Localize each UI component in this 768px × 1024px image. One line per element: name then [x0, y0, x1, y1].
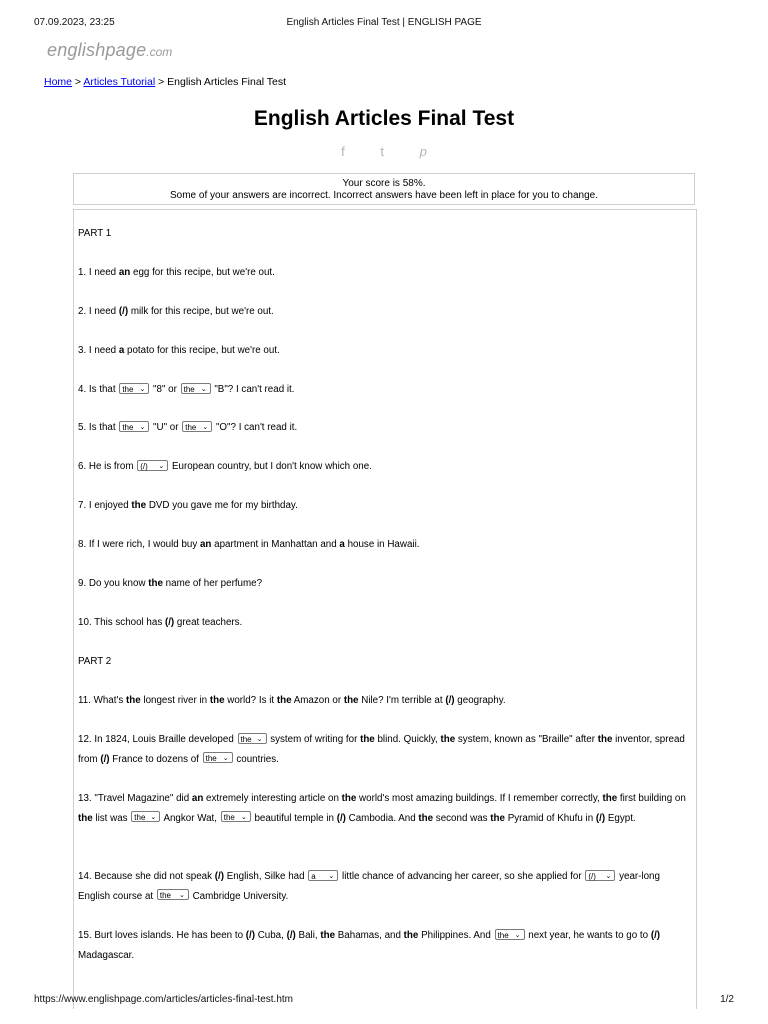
question-text: name of her perfume? — [162, 578, 263, 589]
answer-correct: the — [418, 812, 434, 824]
question-4 — [78, 380, 692, 400]
question-text: English, Silke had — [223, 871, 308, 882]
question-text: world's most amazing buildings. If I remember correctly, — [356, 793, 603, 804]
question-11 — [78, 691, 692, 711]
answer-correct: (/) — [336, 812, 346, 824]
social-share-bar — [0, 144, 768, 159]
question-text: Egypt. — [605, 812, 636, 824]
answer-correct: (/) — [164, 617, 175, 628]
answer-correct: the — [125, 695, 141, 706]
answer-correct: the — [360, 734, 375, 745]
answer-correct: the — [597, 734, 613, 745]
question-text: second was — [433, 812, 491, 824]
answer-select[interactable]: (/) ⌄ — [585, 870, 615, 881]
question-text: Angkor Wat, — [161, 812, 220, 824]
answer-select[interactable]: (/) ⌄ — [137, 460, 168, 471]
question-text: 15. Burt loves islands. He has been to — [78, 930, 246, 941]
question-text: 11. What's — [78, 695, 126, 706]
question-text: 6. He is from — [78, 461, 137, 472]
question-text: next year, he wants to go to — [525, 930, 651, 941]
question-text: extremely interesting article on — [203, 793, 342, 804]
answer-correct: an — [118, 267, 131, 278]
question-text: geography. — [454, 695, 506, 706]
answer-select[interactable]: the ⌄ — [238, 733, 267, 744]
question-text: 4. Is that — [78, 384, 119, 395]
answer-correct: the — [343, 695, 359, 706]
chevron-down-icon: ⌄ — [200, 385, 207, 393]
twitter-icon[interactable]: t — [380, 144, 384, 159]
question-text: "8" or — [150, 384, 180, 395]
site-logo[interactable] — [47, 40, 172, 61]
answer-correct: the — [602, 793, 618, 804]
question-text: Madagascar. — [78, 949, 135, 961]
question-text: Cuba, — [254, 930, 287, 941]
question-text: 2. I need — [78, 306, 119, 317]
answer-correct: (/) — [650, 930, 661, 941]
part-heading: PART 1 — [78, 228, 112, 239]
question-text: countries. — [233, 753, 279, 765]
question-text: 5. Is that — [78, 422, 119, 433]
question-text: world? Is it — [224, 695, 277, 706]
chevron-down-icon: ⌄ — [328, 872, 335, 880]
question-text: longest river in — [140, 695, 210, 706]
question-text: apartment in Manhattan and — [211, 539, 340, 550]
chevron-down-icon: ⌄ — [179, 892, 185, 900]
question-text: inventor, spread from — [78, 734, 685, 765]
question-text: 9. Do you know — [78, 578, 149, 589]
chevron-down-icon: ⌄ — [139, 423, 146, 431]
logo-tld: .com — [146, 45, 173, 59]
question-text: Bahamas, and — [335, 930, 404, 941]
question-text: 13. "Travel Magazine" did — [78, 793, 192, 804]
facebook-icon[interactable]: f — [341, 144, 345, 159]
question-text: list was — [92, 812, 131, 824]
question-text: 10. This school has — [78, 617, 165, 628]
breadcrumb-current: English Articles Final Test — [167, 76, 287, 88]
chevron-down-icon: ⌄ — [240, 814, 247, 822]
question-5 — [78, 418, 692, 438]
answer-correct: (/) — [100, 753, 110, 765]
chevron-down-icon: ⌄ — [150, 814, 157, 822]
question-text: first building on — [617, 793, 686, 804]
question-3 — [78, 341, 692, 361]
answer-correct: the — [341, 793, 357, 804]
question-7 — [78, 496, 692, 516]
score-box — [73, 173, 695, 205]
question-text: Pyramid of Khufu in — [504, 812, 596, 824]
answer-correct: (/) — [214, 871, 224, 882]
score-feedback: Some of your answers are incorrect. Incorrect answers have been left in place for you to change. — [170, 190, 598, 201]
answer-correct: a — [339, 539, 345, 550]
question-text: Cambridge University. — [189, 890, 289, 902]
question-2 — [78, 302, 692, 322]
question-text: European country, but I don't know which one. — [169, 461, 372, 472]
question-9 — [78, 574, 692, 594]
answer-correct: the — [440, 734, 456, 745]
answer-correct: the — [490, 812, 505, 824]
question-text: Nile? I'm terrible at — [358, 695, 446, 706]
question-text: 1. I need — [78, 267, 119, 278]
answer-select[interactable]: the ⌄ — [203, 752, 233, 763]
answer-correct: an — [199, 539, 212, 550]
page-title: English Articles Final Test — [253, 107, 515, 130]
question-text: Amazon or — [291, 695, 344, 706]
breadcrumb — [44, 76, 286, 88]
logo-main: englishpage — [47, 40, 147, 60]
question-text: great teachers. — [174, 617, 243, 628]
answer-select[interactable]: the ⌄ — [181, 383, 211, 394]
question-text: France to dozens of — [109, 753, 202, 765]
question-text: 12. In 1824, Louis Braille developed — [78, 734, 237, 745]
answer-correct: the — [148, 578, 163, 589]
question-text: Philippines. And — [418, 930, 494, 941]
question-text: 3. I need — [78, 345, 119, 356]
part-heading: PART 2 — [78, 656, 112, 667]
chevron-down-icon: ⌄ — [605, 872, 612, 880]
answer-correct: the — [131, 500, 147, 511]
score-text: Your score is 58%. — [342, 178, 426, 189]
answer-correct: the — [209, 695, 225, 706]
question-8 — [78, 535, 692, 555]
answer-select[interactable]: the ⌄ — [119, 383, 149, 394]
question-text: potato for this recipe, but we're out. — [124, 345, 280, 356]
answer-correct: (/) — [445, 695, 455, 706]
answer-correct: the — [403, 930, 419, 941]
chevron-down-icon: ⌄ — [139, 385, 146, 393]
answer-select[interactable]: the ⌄ — [131, 811, 160, 822]
answer-correct: the — [276, 695, 292, 706]
question-text: egg for this recipe, but we're out. — [130, 267, 275, 278]
breadcrumb-articles-link[interactable]: Articles Tutorial — [83, 76, 156, 88]
question-text: 8. If I were rich, I would buy — [78, 539, 200, 550]
breadcrumb-home-link[interactable]: Home — [44, 76, 73, 88]
chevron-down-icon: ⌄ — [256, 735, 263, 743]
chevron-down-icon: ⌄ — [222, 755, 229, 763]
print-page-number: 1/2 — [720, 994, 734, 1005]
answer-select[interactable]: the ⌄ — [182, 421, 212, 432]
question-text: milk for this recipe, but we're out. — [128, 306, 274, 317]
answer-correct: (/) — [286, 930, 296, 941]
question-1 — [78, 263, 692, 283]
question-text: beautiful temple in — [251, 812, 337, 824]
question-text: 14. Because she did not speak — [78, 871, 215, 882]
question-text: Bali, — [295, 930, 321, 941]
chevron-down-icon: ⌄ — [202, 423, 209, 431]
question-text: blind. Quickly, — [374, 734, 441, 745]
question-text: 7. I enjoyed — [78, 500, 132, 511]
answer-select[interactable]: the ⌄ — [495, 929, 525, 940]
question-text: system, known as "Braille" after — [455, 734, 598, 745]
question-13 — [78, 789, 692, 828]
question-text: "U" or — [150, 422, 182, 433]
answer-correct: (/) — [118, 306, 129, 317]
question-text: year-long English course at — [78, 871, 660, 902]
breadcrumb-separator: > — [72, 76, 84, 88]
question-text: "O"? I can't read it. — [213, 422, 298, 433]
question-text: little chance of advancing her career, so she applied for — [339, 871, 585, 882]
print-datetime: 07.09.2023, 23:25 — [34, 17, 115, 28]
question-text: DVD you gave me for my birthday. — [146, 500, 298, 511]
answer-correct: (/) — [245, 930, 255, 941]
answer-correct: an — [191, 793, 204, 804]
chevron-down-icon: ⌄ — [514, 931, 521, 939]
pinterest-icon[interactable]: p — [419, 144, 427, 159]
answer-select[interactable]: the ⌄ — [221, 811, 251, 822]
question-text: house in Hawaii. — [344, 539, 420, 550]
question-text: system of writing for — [267, 734, 361, 745]
answer-correct: the — [78, 812, 93, 824]
question-12 — [78, 730, 692, 769]
question-14 — [78, 867, 692, 906]
answer-correct: the — [320, 930, 336, 941]
answer-select[interactable]: the ⌄ — [157, 889, 189, 900]
answer-select[interactable]: the ⌄ — [119, 421, 149, 432]
answer-correct: a — [118, 345, 125, 356]
chevron-down-icon: ⌄ — [158, 462, 165, 470]
question-text: Cambodia. And — [345, 812, 419, 824]
question-10 — [78, 613, 692, 633]
answer-select[interactable]: a ⌄ — [308, 870, 338, 881]
question-text: "B"? I can't read it. — [211, 384, 295, 395]
breadcrumb-separator: > — [155, 76, 168, 88]
print-url: https://www.englishpage.com/articles/articles-final-test.htm — [34, 994, 293, 1005]
question-6 — [78, 457, 692, 477]
question-15 — [78, 926, 692, 965]
answer-correct: (/) — [595, 812, 606, 824]
print-page-title: English Articles Final Test | ENGLISH PAGE — [286, 17, 482, 28]
